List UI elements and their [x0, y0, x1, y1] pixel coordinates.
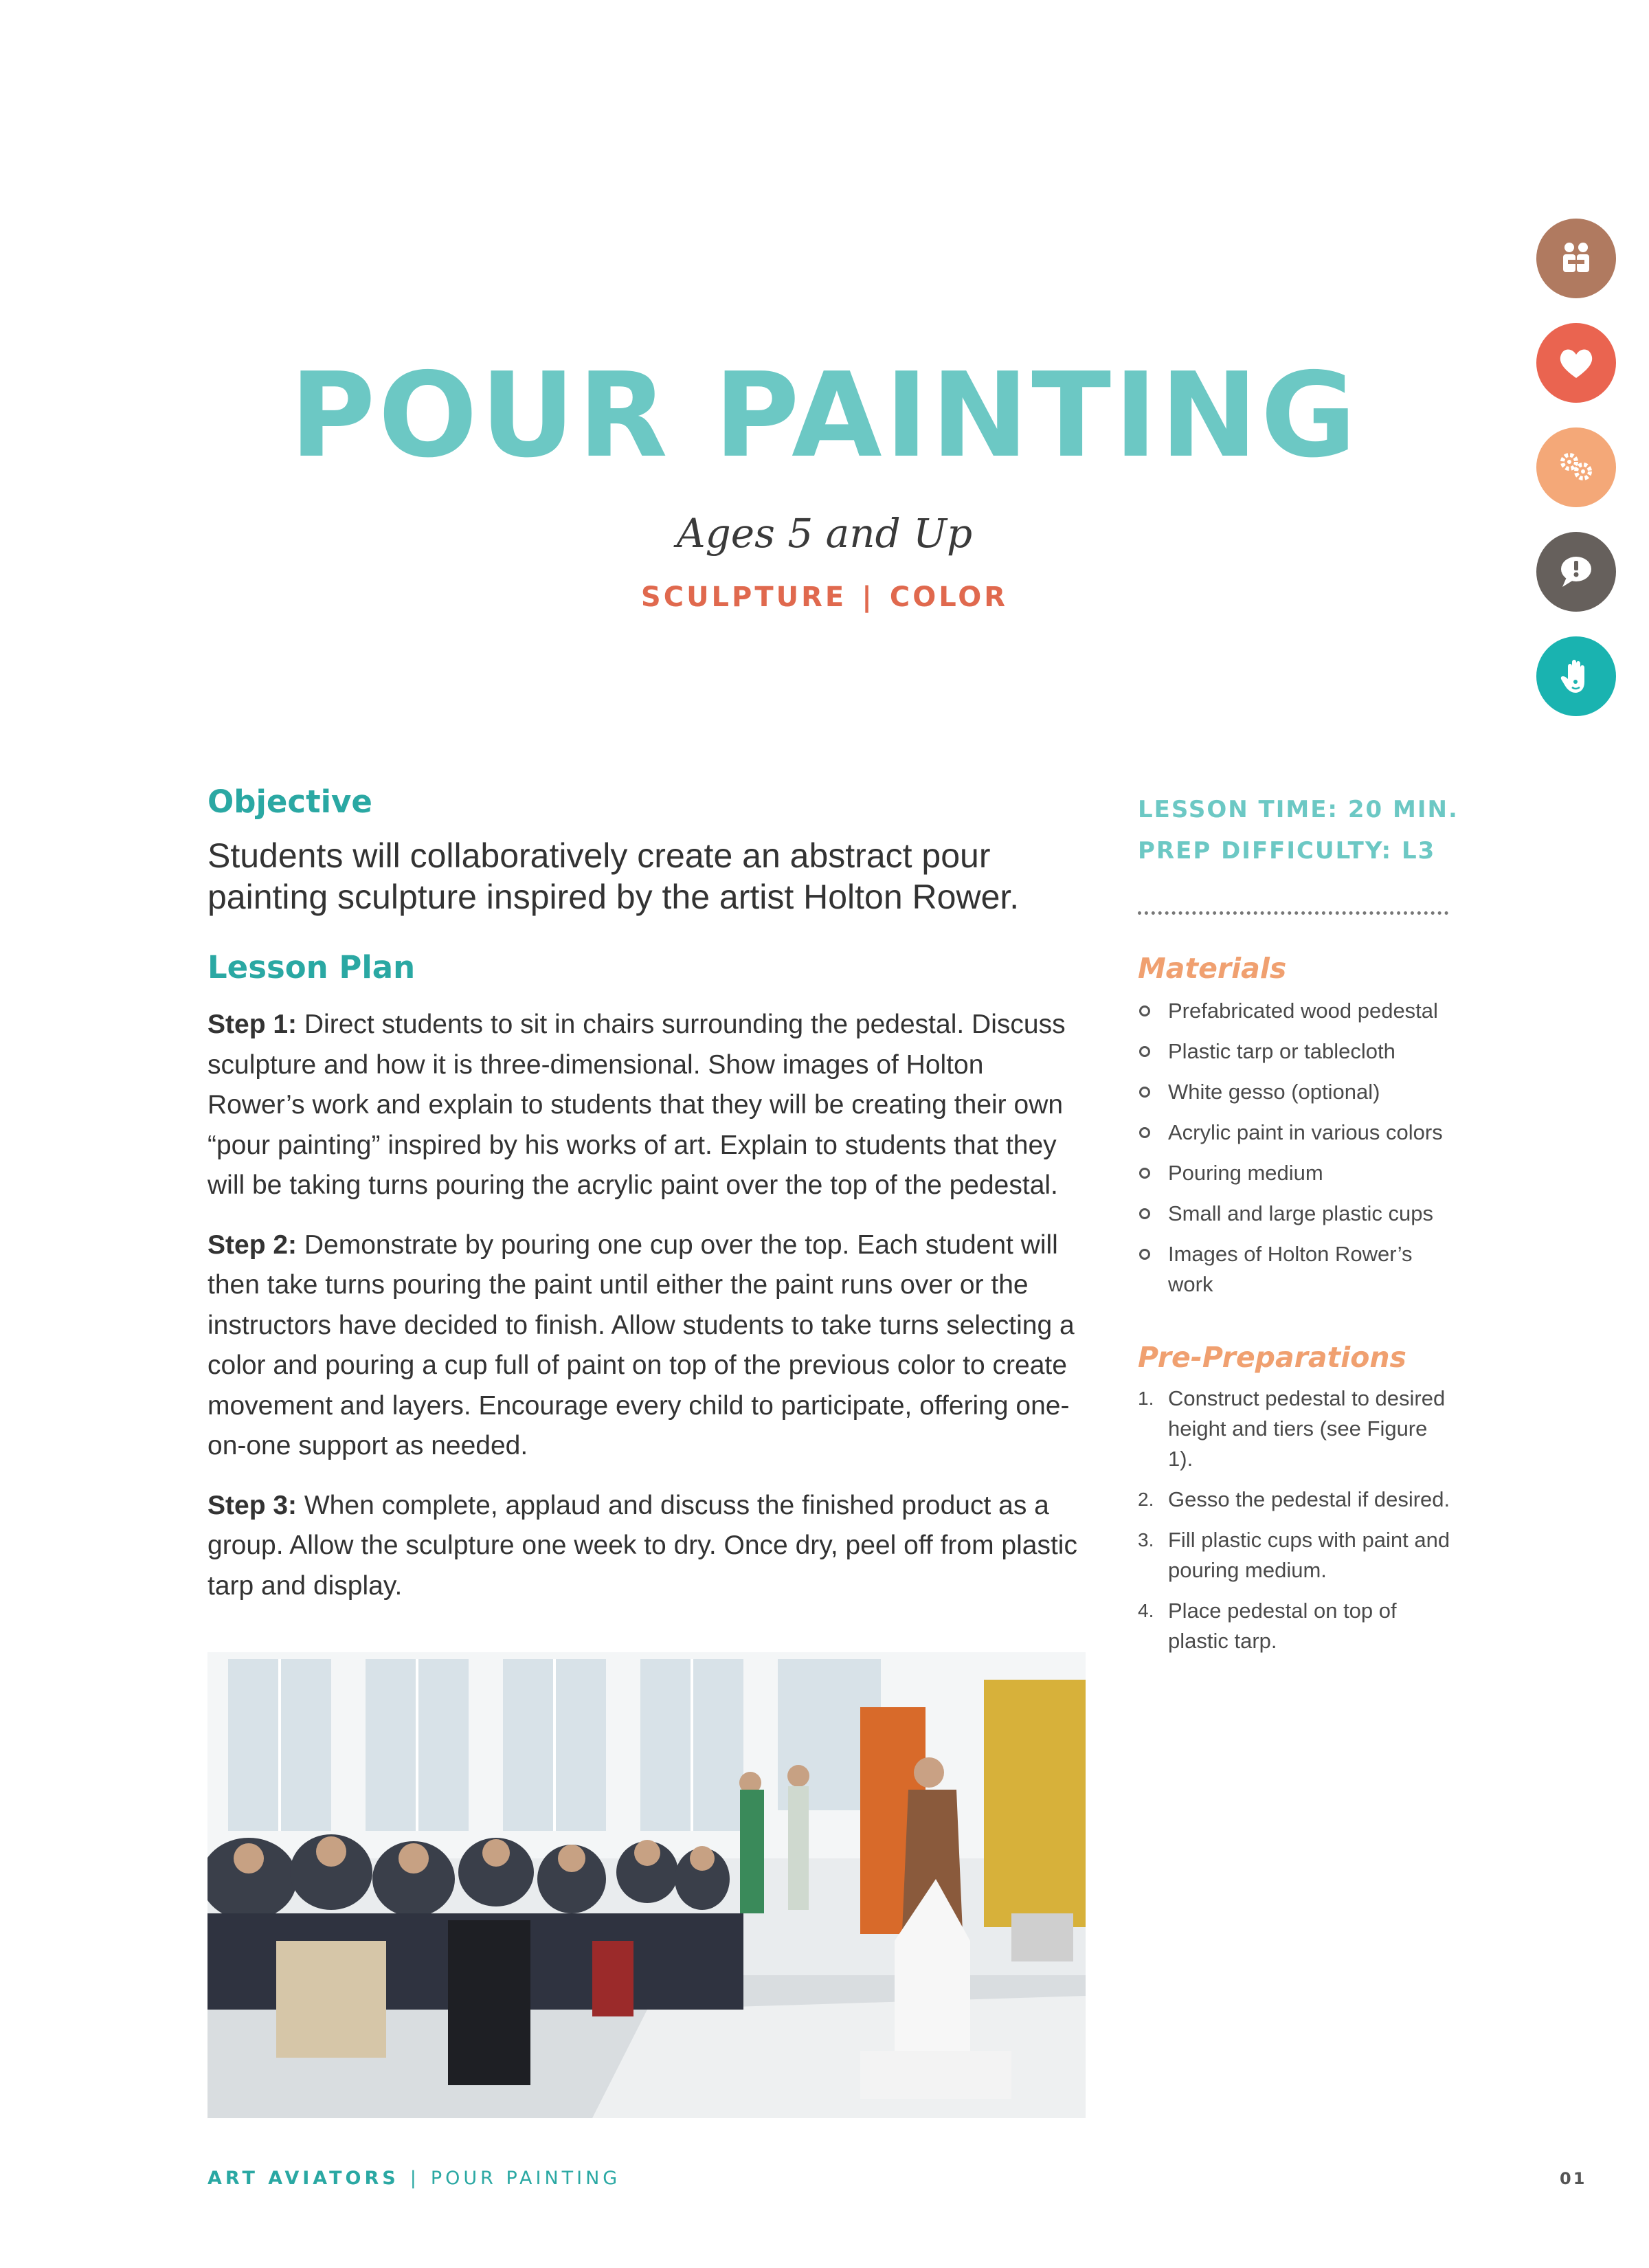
step-label: Step 2:: [207, 1230, 298, 1260]
list-item: 3. Fill plastic cups with paint and pouring medium.: [1138, 1528, 1450, 1582]
list-item: 4. Place pedestal on top of plastic tarp.: [1138, 1599, 1397, 1653]
list-item: 2. Gesso the pedestal if desired.: [1138, 1487, 1450, 1511]
circle-bullet-icon: [1139, 1046, 1150, 1057]
pre-preparations-list: [1138, 1383, 1454, 1656]
circle-bullet-icon: [1139, 1208, 1150, 1219]
category-tags: [0, 581, 1649, 613]
lesson-plan-heading: Lesson Plan: [207, 949, 416, 986]
sidebar: [1138, 789, 1459, 1667]
lesson-time: LESSON TIME: 20 MIN.: [1138, 796, 1459, 823]
materials-heading: Materials: [1138, 952, 1287, 985]
list-item: Small and large plastic cups: [1138, 1199, 1454, 1229]
age-range: Ages 5 and Up: [676, 510, 973, 557]
list-item: Images of Holton Rower’s work: [1138, 1239, 1454, 1300]
main-content: [207, 783, 1087, 1606]
circle-bullet-icon: [1139, 1168, 1150, 1179]
gears-icon: [1536, 427, 1616, 507]
step-1: [207, 1005, 1087, 1206]
prep-difficulty: PREP DIFFICULTY: L3: [1138, 837, 1436, 865]
step-label: Step 1:: [207, 1010, 298, 1039]
tag-color: COLOR: [889, 581, 1009, 613]
pre-preparations-heading: Pre-Preparations: [1138, 1341, 1406, 1374]
objective-heading: Objective: [207, 783, 372, 820]
list-item: 1. Construct pedestal to desired height and tiers (see Figure 1).: [1138, 1386, 1446, 1471]
speech-bubble-icon: [1536, 532, 1616, 612]
footer-section: POUR PAINTING: [430, 2168, 621, 2189]
circle-bullet-icon: [1139, 1249, 1150, 1260]
step-text: Direct students to sit in chairs surrounding the pedestal. Discuss sculpture and how it is three-dimensional. Show images of Holton Rower’s work and explain to students that they will be creating their own “pour painting” inspired by his works of art. Explain to students that they will be taking turns pouring the acrylic paint over the top of the pedestal.: [207, 1010, 1066, 1200]
tag-sculpture: SCULPTURE: [640, 581, 847, 613]
step-3: [207, 1486, 1087, 1607]
page-title: POUR PAINTING: [289, 348, 1360, 484]
step-text: Demonstrate by pouring one cup over the top. Each student will then take turns pouring the paint until either the paint runs over or the instructors have decided to finish. Allow students to take turns selecting a color and pouring a cup full of paint on top of the previous color to create movement and layers. Encourage every child to participate, offering one-on-one support as needed.: [207, 1230, 1075, 1460]
dotted-divider: [1138, 911, 1448, 915]
step-text: When complete, applaud and discuss the finished product as a group. Allow the sculpture one week to dry. Once dry, peel off from plastic tarp and display.: [207, 1490, 1077, 1601]
circle-bullet-icon: [1139, 1005, 1150, 1016]
circle-bullet-icon: [1139, 1087, 1150, 1098]
list-item: Pouring medium: [1138, 1158, 1454, 1188]
tag-separator: |: [862, 581, 875, 613]
hand-icon: [1536, 636, 1616, 716]
step-label: Step 3:: [207, 1490, 298, 1520]
list-item: Prefabricated wood pedestal: [1138, 996, 1454, 1026]
circle-bullet-icon: [1139, 1127, 1150, 1138]
objective-text: Students will collaboratively create an abstract pour painting sculpture inspired by the artist Holton Rower.: [207, 836, 1020, 916]
classroom-photo: [207, 1652, 1086, 2118]
category-icon-column: [1536, 219, 1616, 741]
materials-list: [1138, 996, 1454, 1300]
list-item: Acrylic paint in various colors: [1138, 1118, 1454, 1148]
footer-separator: |: [410, 2168, 420, 2189]
heart-icon: [1536, 323, 1616, 403]
page-number: 01: [1560, 2169, 1587, 2188]
step-2: [207, 1225, 1087, 1467]
list-item: Plastic tarp or tablecloth: [1138, 1036, 1454, 1067]
list-item: White gesso (optional): [1138, 1077, 1454, 1107]
people-icon: [1536, 219, 1616, 298]
page-footer: [207, 2168, 620, 2189]
footer-brand: ART AVIATORS: [207, 2168, 399, 2189]
